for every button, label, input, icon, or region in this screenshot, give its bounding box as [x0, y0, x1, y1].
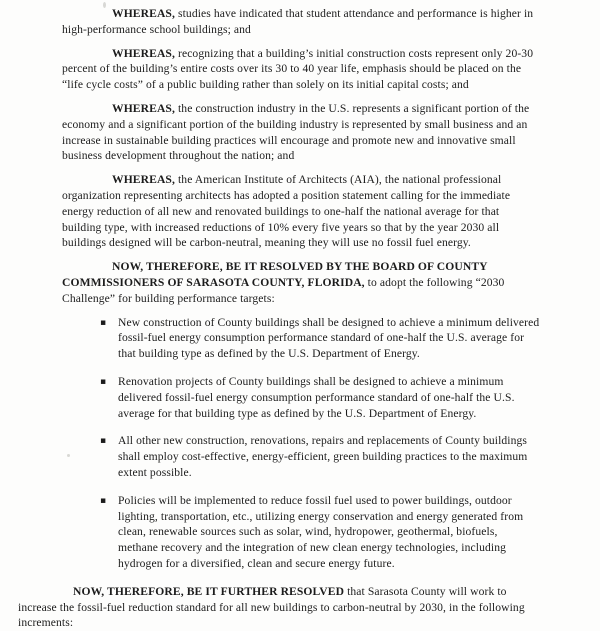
scan-speckle [67, 454, 70, 457]
bullet-text: Policies will be implemented to reduce fossil fuel used to power buildings, outdoor lighting, transportation, etc., utilizing energy conservation and energy generated from clean, renewable sources such as solar, wind, hydropower, geothermal, biofuels, methane recovery and the integration of new clean energy technologies, including hydrogen for a diversified, clean and secure energy future. [118, 493, 524, 570]
whereas-paragraph-1 [62, 6, 540, 38]
whereas-text: studies have indicated that student attendance and performance is higher in high-performance school buildings; and [62, 7, 534, 36]
list-item [100, 433, 540, 480]
bullet-text: New construction of County buildings shall be designed to achieve a minimum delivered fossil-fuel energy consumption performance standard of one-half the U.S. average for that building type as defined by the U.S. Department of Energy. [118, 315, 540, 361]
whereas-lead: WHEREAS, [112, 46, 175, 60]
square-bullet-icon: ▪ [100, 436, 107, 447]
resolution-lead: NOW, THEREFORE, BE IT RESOLVED BY THE BOARD OF COUNTY COMMISSIONERS OF SARASOTA COUNTY, FLORIDA, [62, 260, 488, 289]
resolution-paragraph [62, 259, 540, 306]
further-resolution-lead: NOW, THEREFORE, BE IT FURTHER RESOLVED [73, 584, 345, 598]
whereas-lead: WHEREAS, [112, 173, 175, 187]
whereas-text: the construction industry in the U.S. represents a significant portion of the economy and a significant portion of the building industry is represented by small business and an increase in sustainable building practices will encourage and promote new and innovative small business development throughout the nation; and [62, 101, 530, 163]
list-item [100, 374, 540, 421]
whereas-text: recognizing that a building’s initial construction costs represent only 20-30 percent of the building’s entire costs over its 30 to 40 year life, emphasis should be placed on the “life cycle costs” of a public building rather than solely on its initial capital costs; and [62, 46, 534, 92]
whereas-lead: WHEREAS, [112, 7, 175, 20]
bullet-text: Renovation projects of County buildings shall be designed to achieve a minimum delivered fossil-fuel energy consumption performance standard of one-half the U.S. average for that building type as defined by the U.S. Department of Energy. [118, 374, 515, 420]
scan-speckle [103, 2, 106, 8]
list-item [100, 315, 540, 362]
whereas-lead: WHEREAS, [112, 101, 175, 115]
whereas-paragraph-3 [62, 101, 540, 164]
bullet-text: All other new construction, renovations, repairs and replacements of County buildings shall employ cost-effective, energy-efficient, green building practices to the maximum extent possible. [118, 434, 528, 479]
performance-target-list [62, 315, 540, 572]
whereas-paragraph-2 [62, 46, 540, 93]
square-bullet-icon: ▪ [100, 376, 107, 387]
further-resolution-paragraph [18, 584, 548, 631]
resolution-text: to adopt the following “2030 Challenge” for building performance targets: [62, 275, 505, 305]
further-resolution-text: that Sarasota County will work to increase the fossil-fuel reduction standard for all new buildings to carbon-neutral by 2030, in the following increments: [18, 584, 525, 630]
square-bullet-icon: ▪ [100, 495, 107, 506]
whereas-text: the American Institute of Architects (AIA), the national professional organization representing architects has adopted a position statement calling for the immediate energy reduction of all new and renovated buildings to one-half the national average for that building type, with increased reductions of 10% every five years so that by the year 2030 all buildings designed will be carbon-neutral, meaning they will use no fossil fuel energy. [62, 173, 511, 250]
square-bullet-icon: ▪ [100, 317, 107, 328]
list-item [100, 493, 540, 572]
whereas-paragraph-4 [62, 172, 540, 251]
